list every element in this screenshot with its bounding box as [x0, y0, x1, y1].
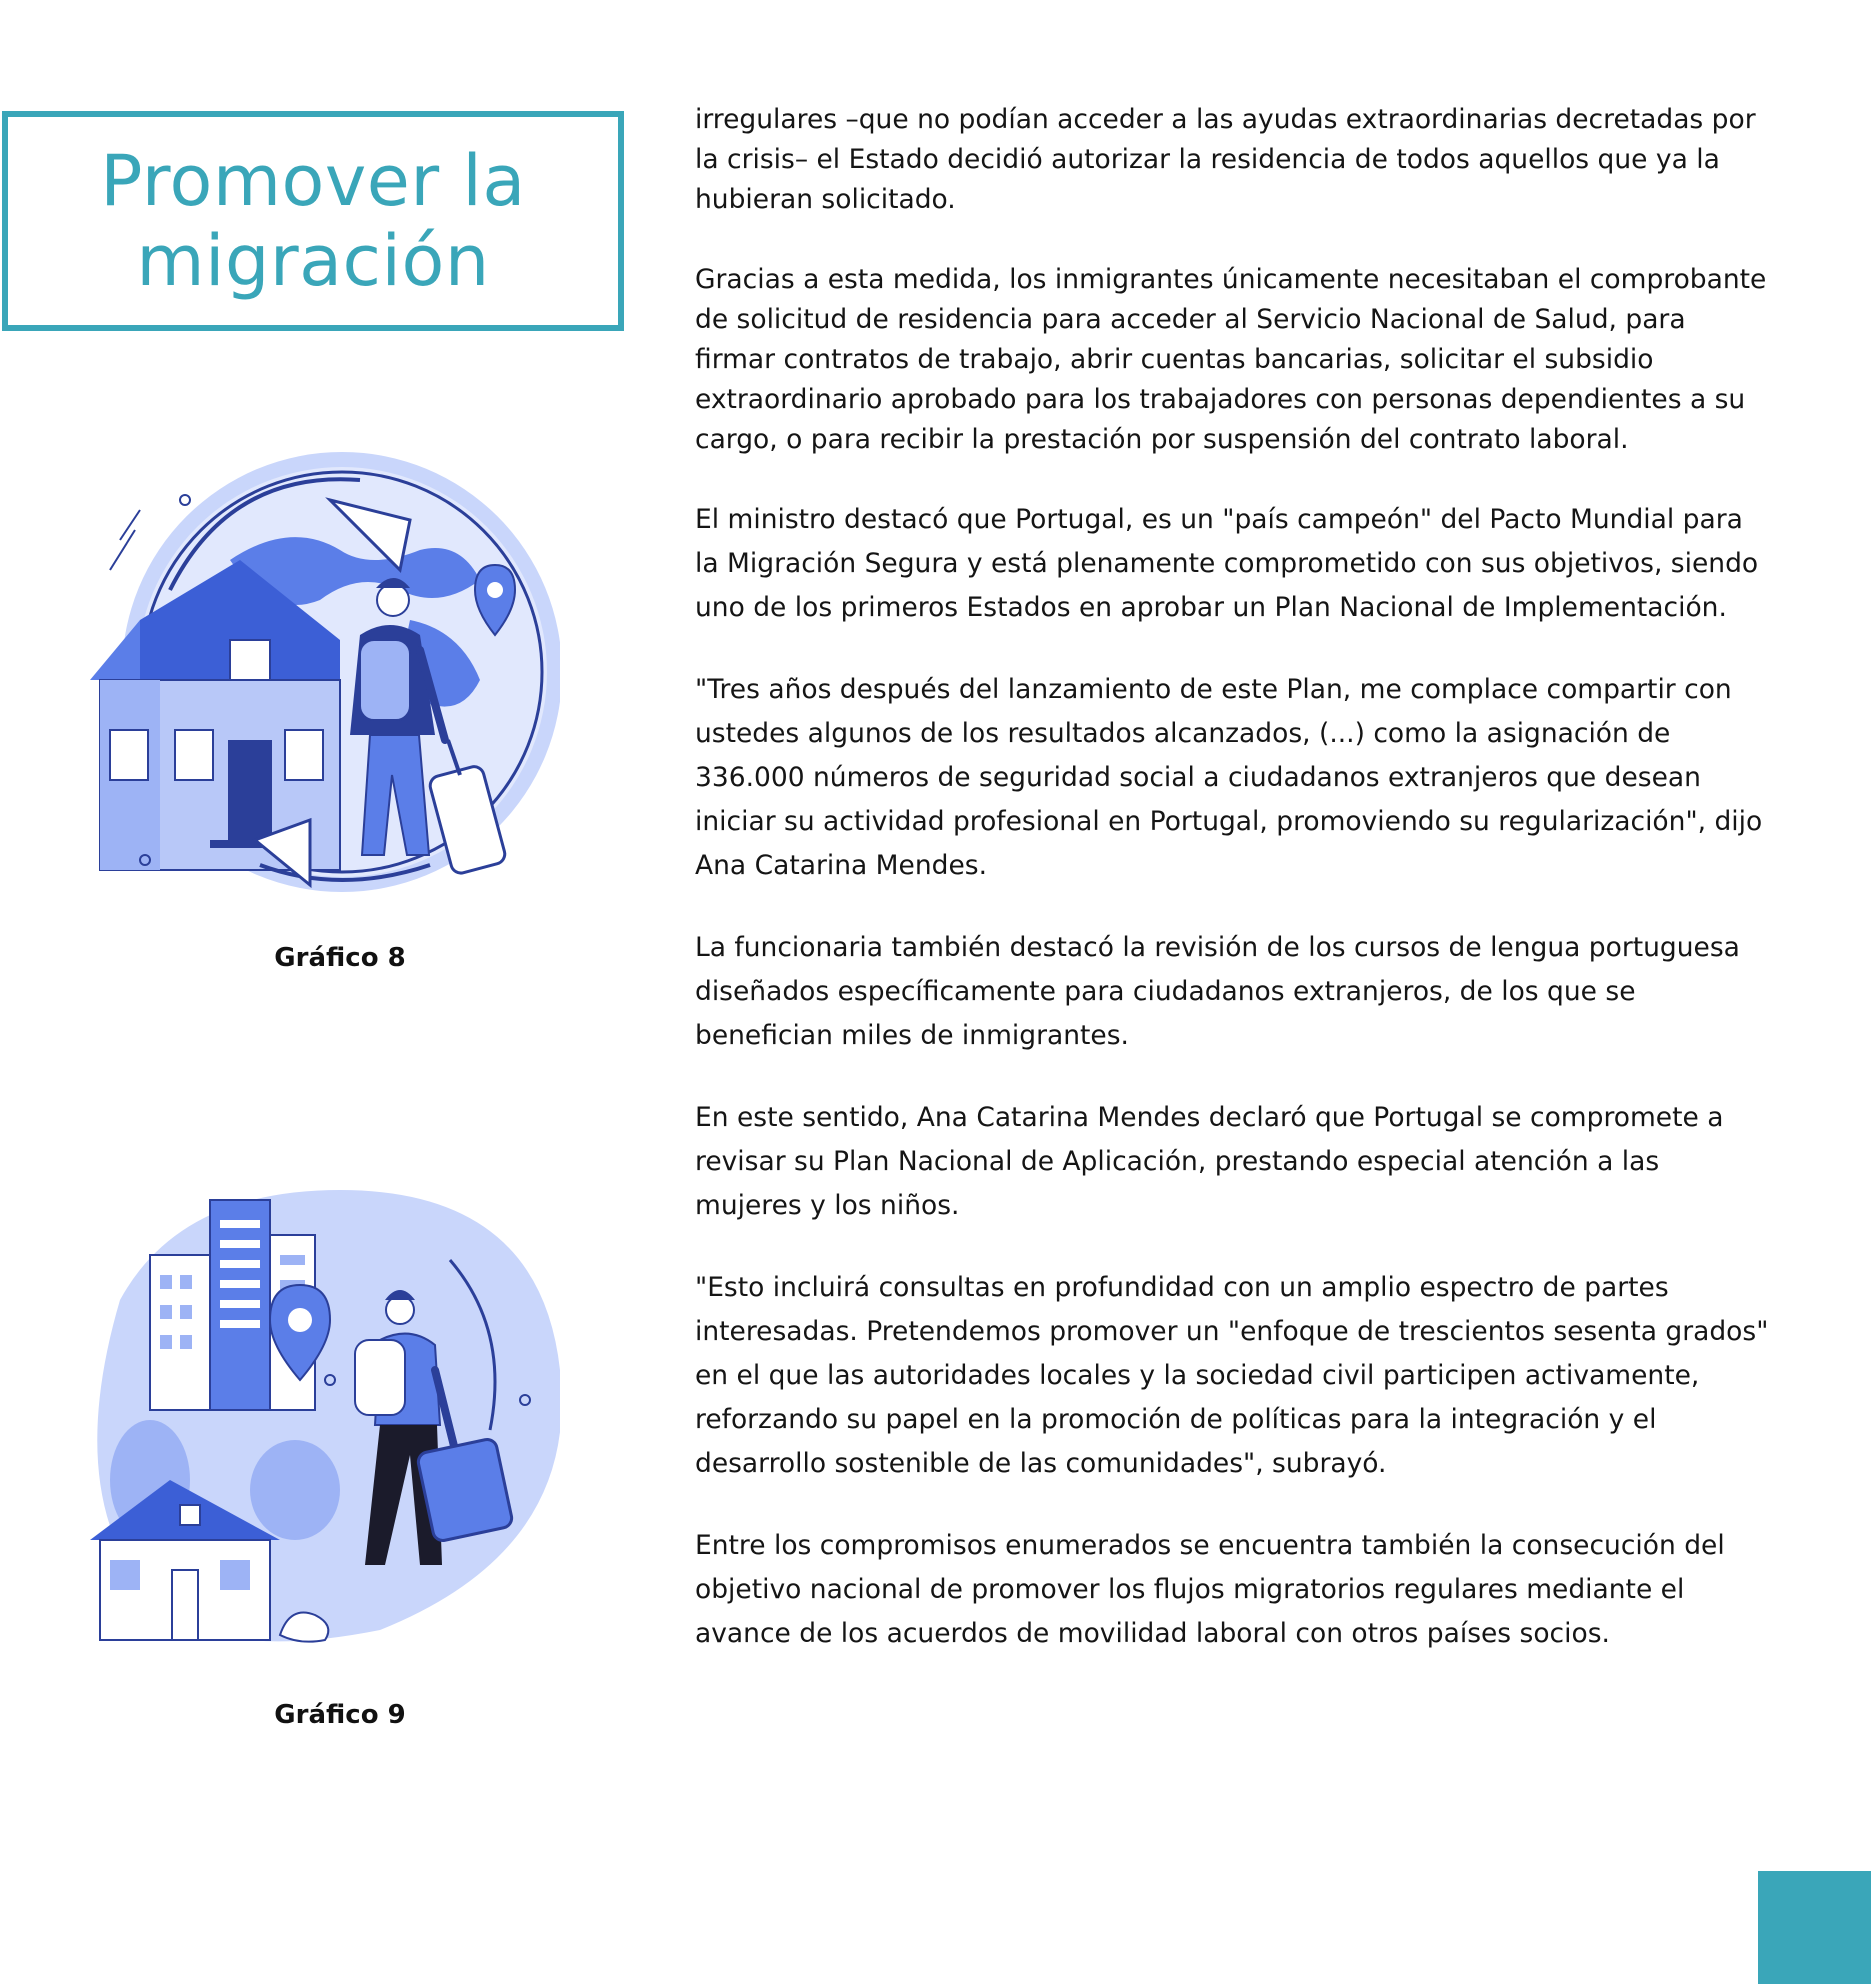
paragraph-3: El ministro destacó que Portugal, es un "país campeón" del Pacto Mundial para la Migración Segura y está plenamente comprometido con sus objetivos, siendo uno de los primeros Estados en aprobar un Plan Nacional de Implementación. [695, 504, 1759, 623]
paragraph-5: La funcionaria también destacó la revisión de los cursos de lengua portuguesa diseñados específicamente para ciudadanos extranjeros, de los que se benefician miles de inmigrantes. [695, 932, 1740, 1051]
page-title [100, 141, 525, 301]
title-box [2, 111, 624, 331]
paragraph-7: "Esto incluirá consultas en profundidad con un amplio espectro de partes interesadas. Pretendemos promover un "enfoque de trescientos sesenta grados" en el que las autoridades locales y la sociedad civil participen activamente, reforzando su papel en la promoción de políticas para la integración y el desarrollo sostenible de las comunidades", subrayó. [695, 1272, 1769, 1479]
article-body [695, 100, 1770, 1656]
migration-house-globe-illustration [80, 440, 560, 920]
paragraph-4: "Tres años después del lanzamiento de este Plan, me complace compartir con ustedes algunos de los resultados alcanzados, (...) como la asignación de 336.000 números de seguridad social a ciudadanos extranjeros que desean iniciar su actividad profesional en Portugal, promoviendo su regularización", dijo Ana Catarina Mendes. [695, 674, 1763, 881]
figure-caption-8: Gráfico 8 [274, 943, 406, 973]
paragraph-1: irregulares –que no podían acceder a las ayudas extraordinarias decretadas por la crisis– el Estado decidió autorizar la residencia de todos aquellos que ya la hubieran solicitado. [695, 104, 1756, 215]
figure-caption-9: Gráfico 9 [274, 1700, 406, 1730]
title-line-1: Promover la [100, 140, 526, 222]
title-line-2: migración [136, 220, 490, 302]
paragraph-6: En este sentido, Ana Catarina Mendes declaró que Portugal se compromete a revisar su Plan Nacional de Aplicación, prestando especial atención a las mujeres y los niños. [695, 1102, 1724, 1221]
paragraph-2: Gracias a esta medida, los inmigrantes únicamente necesitaban el comprobante de solicitud de residencia para acceder al Servicio Nacional de Salud, para firmar contratos de trabajo, abrir cuentas bancarias, solicitar el subsidio extraordinario aprobado para los trabajadores con personas dependientes a su cargo, o para recibir la prestación por suspensión del contrato laboral. [695, 264, 1767, 455]
paragraph-8: Entre los compromisos enumerados se encuentra también la consecución del objetivo nacional de promover los flujos migratorios regulares mediante el avance de los acuerdos de movilidad laboral con otros países socios. [695, 1530, 1725, 1649]
migration-city-walker-illustration [80, 1180, 560, 1660]
corner-accent-block [1758, 1871, 1871, 1984]
